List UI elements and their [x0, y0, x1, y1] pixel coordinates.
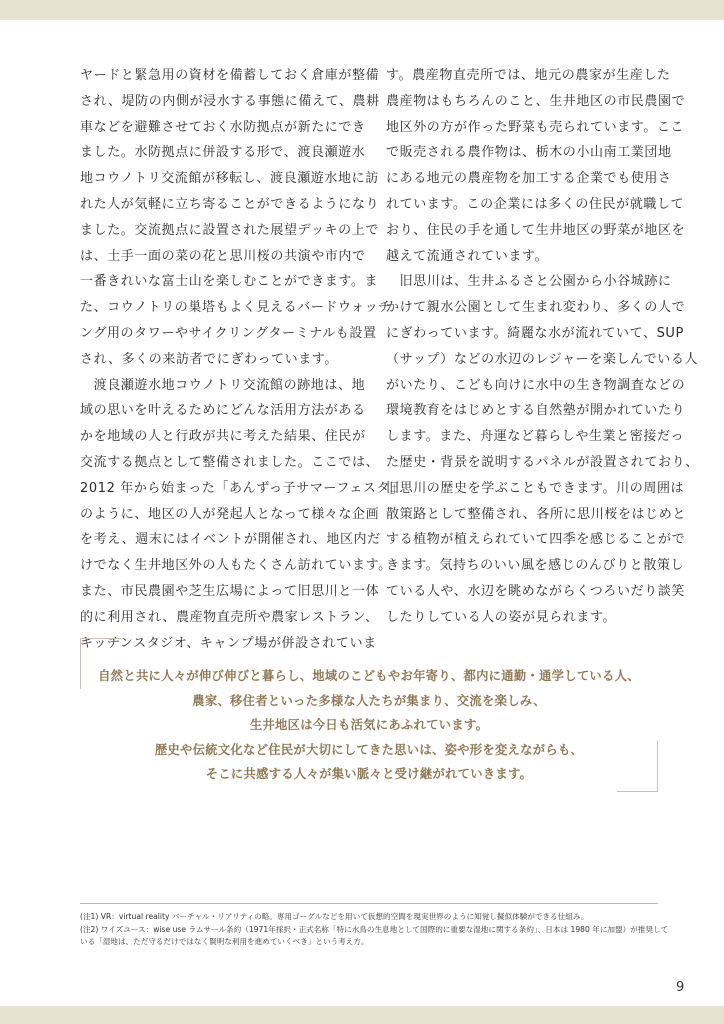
text-line: 交流する拠点として整備されました。ここでは、 [80, 454, 380, 470]
text-line: 的に利用され、農産物直売所や農家レストラン、 [80, 609, 379, 625]
text-line: します。また、舟運など暮らしや生業と密接だっ [386, 429, 685, 445]
text-line: したりしている人の姿が見られます。 [386, 609, 617, 625]
text-line: た、コウノトリの巣塔もよく見えるバードウォッチ [80, 300, 392, 316]
footnotes [80, 911, 680, 949]
text-line: で販売される農作物は、栃木の小山南工業団地 [386, 145, 672, 161]
text-line: おり、住民の手を通して生井地区の野菜が地区を [386, 222, 686, 238]
text-line: され、多くの来訪者でにぎわっています。 [80, 351, 339, 367]
text-line: す。農産物直売所では、地元の農家が生産した [386, 68, 671, 83]
text-line: た歴史・背景を説明するパネルが設置されており、 [386, 454, 699, 470]
footnote-line: (注2) ワイズユース：wise use ラムサール条約（1971年採択・正式名称「特に水鳥の生息地として国際的に重要な湿地に関する条約」、日本は 1980 年に加盟）が推奨して [80, 924, 669, 934]
text-line: かを地域の人と行政が共に考えた結果、住民が [80, 429, 366, 445]
text-line: がいたり、こども向けに水中の生き物調査などの [386, 377, 686, 393]
text-line: キッチンスタジオ、キャンプ場が併設されていま [80, 635, 377, 651]
text-line: 2012 年から始まった「あんずっ子サマーフェスタ」 [80, 480, 404, 496]
quote-line: 自然と共に人々が伸び伸びと暮らし、地域のこどもやお年寄り、都内に通勤・通学している人、 [98, 669, 640, 683]
footnote-divider [80, 903, 658, 904]
text-line: きます。気持ちのいい風を感じのんびりと散策し [386, 558, 685, 574]
text-line: ヤードと緊急用の資材を備蓄しておく倉庫が整備 [80, 68, 380, 83]
text-line: 農産物はもちろんのこと、生井地区の市民農園で [386, 93, 686, 109]
text-line: 旧思川の歴史を学ぶこともできます。川の周囲は [386, 480, 685, 496]
bottom-band [0, 1006, 724, 1024]
quote-line: 農家、移住者といった多様な人たちが集まり、交流を楽しみ、 [192, 693, 546, 708]
text-line: 渡良瀬遊水地コウノトリ交流館の跡地は、地 [80, 377, 366, 393]
text-line: （サップ）などの水辺のレジャーを楽しんでいる人 [386, 351, 699, 367]
text-line: かけて親水公園として生まれ変わり、多くの人で [386, 300, 686, 316]
left-column-body-text [80, 63, 404, 656]
text-line: され、堤防の内側が浸水する事態に備えて、農耕 [80, 93, 380, 109]
quote-line: 生井地区は今日も活気にあふれています。 [249, 718, 489, 732]
text-line: にある地元の農産物を加工する企業でも使用さ [386, 171, 672, 187]
text-line: 越えて流通されています。 [386, 248, 549, 264]
right-column-body-text [386, 63, 699, 631]
footnote-line: いる「湿地は、ただ守るだけではなく賢明な利用を進めていくべき」という考え方。 [80, 937, 369, 947]
text-line: ている人や、水辺を眺めながらくつろいだり談笑 [386, 583, 685, 599]
text-line: 地区外の方が作った野菜も売られています。ここ [386, 119, 685, 135]
text-line: 車などを避難させておく水防拠点が新たにでき [80, 119, 366, 135]
text-line: れています。この企業には多くの住民が就職して [386, 196, 685, 212]
text-line: 地コウノトリ交流館が移転し、渡良瀬遊水地に訪 [80, 171, 379, 187]
text-line: ング用のタワーやサイクリングターミナルも設置 [80, 325, 377, 341]
text-line: 旧思川は、生井ふるさと公園から小谷城跡に [386, 274, 672, 290]
text-line: また、市民農園や芝生広場によって旧思川と一体 [80, 583, 380, 599]
text-line: は、土手一面の菜の花と思川桜の共演や市内で [80, 248, 366, 264]
text-line: する植物が植えられていて四季を感じることがで [386, 532, 686, 548]
text-line: を考え、週末にはイベントが開催され、地区内だ [80, 532, 381, 548]
page-number: 9 [676, 980, 685, 995]
footnote-line: (注1) VR：virtual reality バーチャル・リアリティの略。専用ゴーグルなどを用いて仮想的空間を現実世界のように知覚し擬似体験ができる仕組み。 [80, 912, 589, 921]
text-line: ました。水防拠点に併設する形で、渡良瀬遊水 [80, 145, 366, 161]
text-line: 環境教育をはじめとする自然塾が開かれていたり [386, 403, 686, 419]
quote-line: 歴史や伝統文化など住民が大切にしてきた思いは、姿や形を変えながらも、 [154, 742, 584, 757]
quote-line: そこに共感する人々が集い脈々と受け継がれていきます。 [205, 767, 533, 781]
text-line: 域の思いを叶えるためにどんな活用方法がある [80, 403, 366, 419]
text-line: 一番きれいな富士山を楽しむことができます。ま [80, 274, 379, 290]
top-band [0, 0, 724, 20]
pull-quote [80, 638, 658, 792]
text-line: れた人が気軽に立ち寄ることができるようになり [80, 196, 380, 212]
text-line: ました。交流拠点に設置された展望デッキの上で [80, 222, 379, 238]
text-line: にぎわっています。綺麗な水が流れていて、SUP [386, 325, 684, 341]
text-line: のように、地区の人が発起人となって様々な企画 [80, 506, 380, 522]
text-line: けでなく生井地区外の人もたくさん訪れています。 [80, 558, 392, 574]
text-line: 散策路として整備され、各所に思川桜をはじめと [386, 506, 686, 522]
